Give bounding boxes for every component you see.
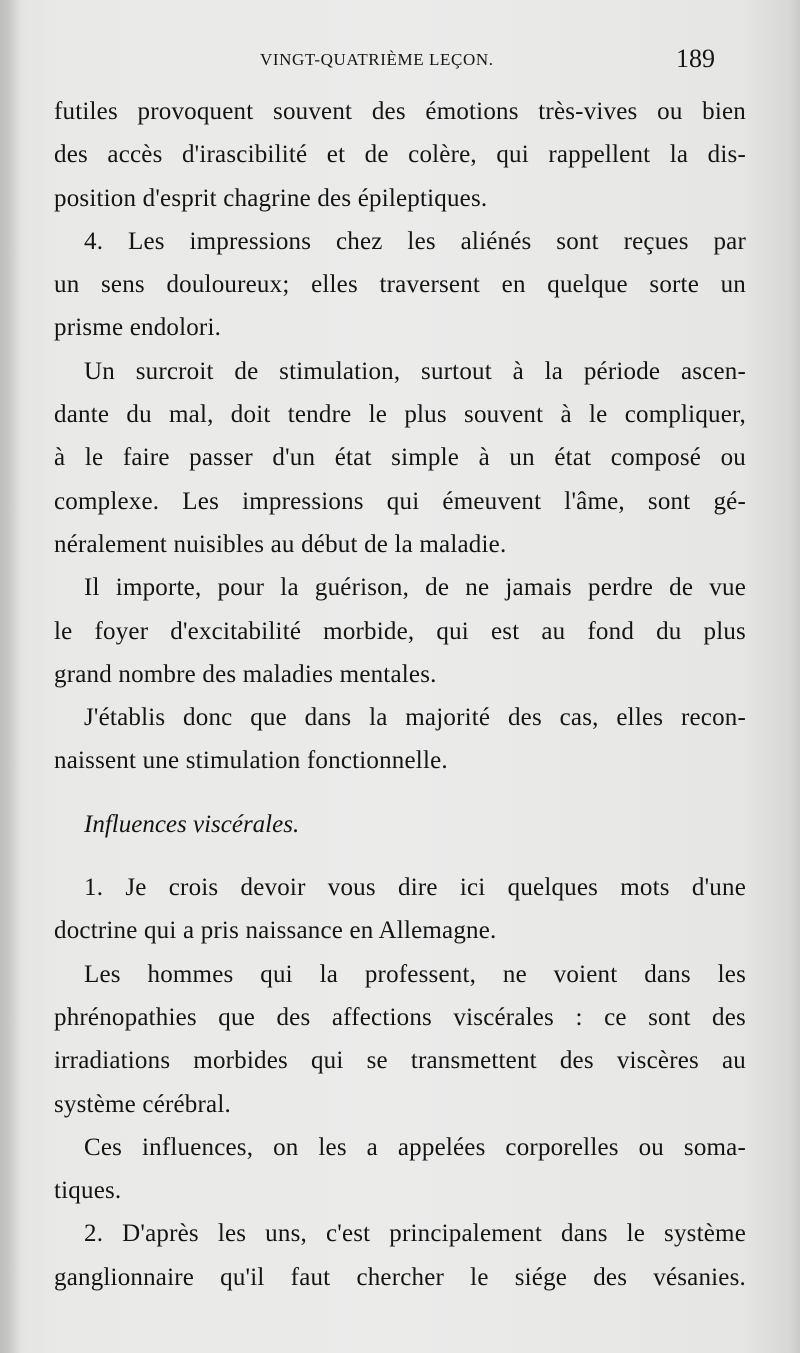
section-heading: Influences viscérales. — [84, 810, 300, 838]
text-line: tiques. — [54, 1177, 122, 1205]
page-number: 189 — [676, 44, 715, 73]
text-line: système cérébral. — [54, 1090, 231, 1118]
text-line: 1. Je crois devoir vous dire ici quelques mots d'une — [84, 874, 746, 902]
text-line: position d'esprit chagrine des épileptiques. — [54, 184, 488, 212]
text-line: Il importe, pour la guérison, de ne jamais perdre de vue — [84, 574, 746, 602]
gutter-shadow — [0, 0, 22, 1353]
text-line: un sens douloureux; elles traversent en quelque sorte un — [54, 271, 746, 299]
text-body — [54, 90, 746, 1299]
page-header — [0, 46, 800, 76]
running-head: VINGT-QUATRIÈME LEÇON. — [260, 50, 494, 69]
text-line: prisme endolori. — [54, 314, 222, 342]
text-line: à le faire passer d'un état simple à un état composé ou — [54, 444, 746, 472]
text-line: le foyer d'excitabilité morbide, qui est au fond du plus — [54, 617, 746, 645]
text-line: J'établis donc que dans la majorité des cas, elles recon- — [84, 704, 746, 732]
text-line: doctrine qui a pris naissance en Allemagne. — [54, 917, 497, 945]
text-line: naissent une stimulation fonctionnelle. — [54, 747, 448, 775]
text-line: 4. Les impressions chez les aliénés sont reçues par — [84, 227, 746, 255]
text-line: dante du mal, doit tendre le plus souvent à le compliquer, — [54, 401, 746, 429]
text-line: Les hommes qui la professent, ne voient dans les — [84, 960, 746, 988]
text-line: complexe. Les impressions qui émeuvent l'âme, sont gé- — [54, 487, 746, 515]
text-line: grand nombre des maladies mentales. — [54, 660, 437, 688]
text-line: phrénopathies que des affections viscérales : ce sont des — [54, 1003, 746, 1031]
text-line: Ces influences, on les a appelées corporelles ou soma- — [84, 1133, 746, 1161]
text-line: irradiations morbides qui se transmettent des viscères au — [54, 1047, 746, 1075]
text-line: ganglionnaire qu'il faut chercher le siége des vésanies. — [54, 1263, 746, 1291]
text-line: Un surcroit de stimulation, surtout à la période ascen- — [84, 357, 746, 385]
text-line: néralement nuisibles au début de la maladie. — [54, 530, 507, 558]
text-line: des accès d'irascibilité et de colère, qui rappellent la dis- — [54, 141, 746, 169]
text-line: futiles provoquent souvent des émotions très-vives ou bien — [54, 98, 746, 125]
text-line: 2. D'après les uns, c'est principalement dans le système — [84, 1220, 746, 1248]
